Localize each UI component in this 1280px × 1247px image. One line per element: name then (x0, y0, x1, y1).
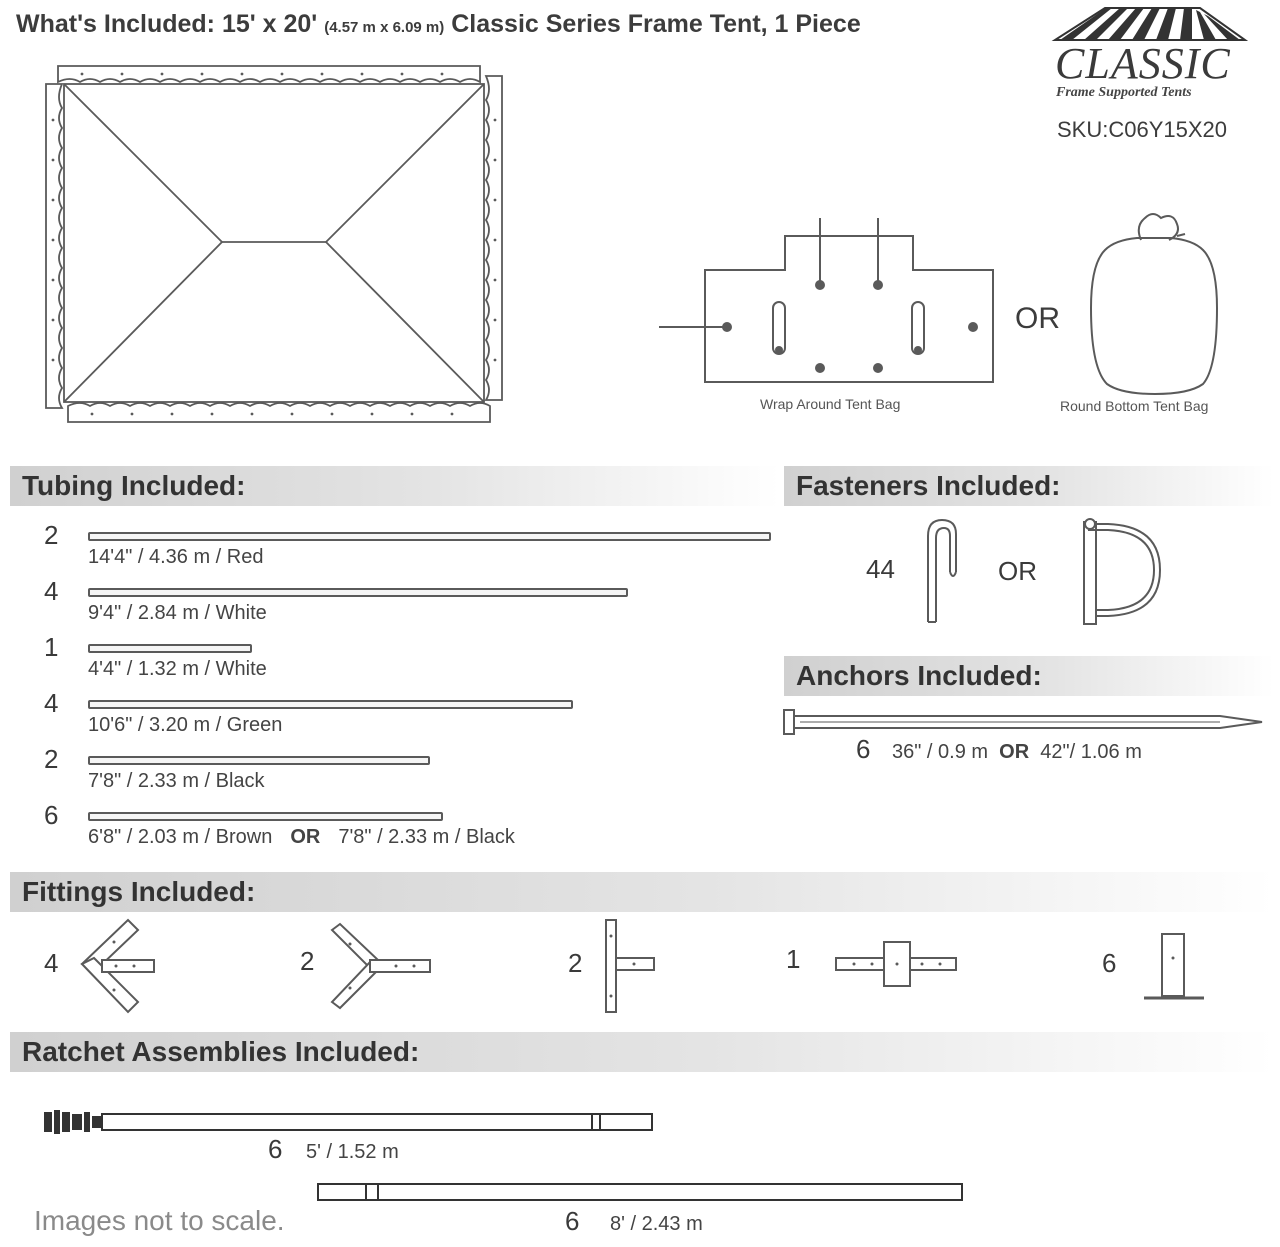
bags-or-label: OR (1015, 302, 1060, 335)
ratchets-section-header: Ratchet Assemblies Included: (10, 1032, 1274, 1072)
title-main: What's Included: 15' x 20' (16, 10, 318, 38)
tube-label: 10'6" / 3.20 m / Green (88, 714, 283, 736)
tube-label: 7'8" / 2.33 m / Black (88, 770, 265, 792)
scale-note: Images not to scale. (34, 1205, 285, 1236)
title-metric: (4.57 m x 6.09 m) (324, 19, 445, 36)
ratchet-qty-5ft: 6 (268, 1134, 283, 1164)
wrap-around-bag-icon (655, 210, 1015, 390)
tube-label-option-b: 7'8" / 2.33 m / Black (338, 826, 515, 848)
sku-label: SKU:C06Y15X20 (1057, 117, 1227, 142)
ratchet-tube-8ft-icon (316, 1180, 966, 1204)
tube-label-option-a: 6'8" / 2.03 m / Brown (88, 826, 273, 848)
anchor-spec-36: 36" / 0.9 m (892, 741, 989, 763)
fasteners-or-label: OR (998, 556, 1037, 586)
tube-label: 14'4" / 4.36 m / Red (88, 546, 264, 568)
tube-label (88, 826, 515, 849)
anchor-stake-icon (780, 706, 1265, 738)
ratchet-qty-8ft: 6 (565, 1206, 580, 1236)
round-bag-label: Round Bottom Tent Bag (1060, 398, 1209, 414)
fitting-qty-y: 2 (300, 946, 315, 976)
ratchet-spec-8ft: 8' / 2.43 m (610, 1213, 703, 1235)
fitting-qty-center: 1 (786, 944, 801, 974)
tubing-section-header: Tubing Included: (10, 466, 780, 506)
tent-top-diagram (42, 60, 512, 430)
logo-tagline: Frame Supported Tents (1056, 85, 1192, 100)
page-title (16, 10, 861, 39)
tube-label: 9'4" / 2.84 m / White (88, 602, 267, 624)
foot-plate-icon (1140, 928, 1210, 1008)
anchors-qty: 6 (856, 734, 871, 764)
tube-qty: 4 (44, 576, 59, 606)
t-fitting-icon (600, 916, 660, 1016)
tube-qty: 6 (44, 800, 59, 830)
tube-qty: 2 (44, 520, 59, 550)
tube-qty: 1 (44, 632, 59, 662)
ratchet-strap-icon (40, 1106, 660, 1136)
tube-bar (88, 644, 252, 653)
fitting-qty-foot: 6 (1102, 948, 1117, 978)
ratchet-spec-5ft: 5' / 1.52 m (306, 1141, 399, 1163)
anchor-spec-42: 42"/ 1.06 m (1040, 741, 1142, 763)
title-product: Classic Series Frame Tent, 1 Piece (451, 10, 861, 38)
anchor-or-label: OR (999, 741, 1030, 763)
center-fitting-icon (832, 934, 962, 994)
logo-canopy-icon (1050, 2, 1250, 42)
tube-bar (88, 812, 443, 821)
tube-qty: 2 (44, 744, 59, 774)
logo-text: CLASSIC (1055, 39, 1231, 88)
tube-bar (88, 756, 430, 765)
corner-fitting-icon (72, 912, 162, 1022)
fasteners-qty: 44 (866, 554, 895, 584)
tube-qty: 4 (44, 688, 59, 718)
hitch-pin-icon (1080, 516, 1170, 626)
wrap-bag-label: Wrap Around Tent Bag (760, 396, 901, 412)
tube-label: 4'4" / 1.32 m / White (88, 658, 267, 680)
r-clip-icon (922, 514, 972, 626)
fittings-section-header: Fittings Included: (10, 872, 1274, 912)
fitting-qty-t: 2 (568, 948, 583, 978)
tube-or-label: OR (290, 826, 321, 848)
anchors-spec (892, 741, 1142, 764)
fasteners-section-header: Fasteners Included: (784, 466, 1274, 506)
tube-bar (88, 700, 573, 709)
round-bottom-bag-icon (1085, 208, 1225, 398)
tube-bar (88, 532, 771, 541)
fitting-qty-corner: 4 (44, 948, 59, 978)
y-fitting-icon (326, 920, 436, 1010)
anchors-section-header: Anchors Included: (784, 656, 1274, 696)
tube-bar (88, 588, 628, 597)
